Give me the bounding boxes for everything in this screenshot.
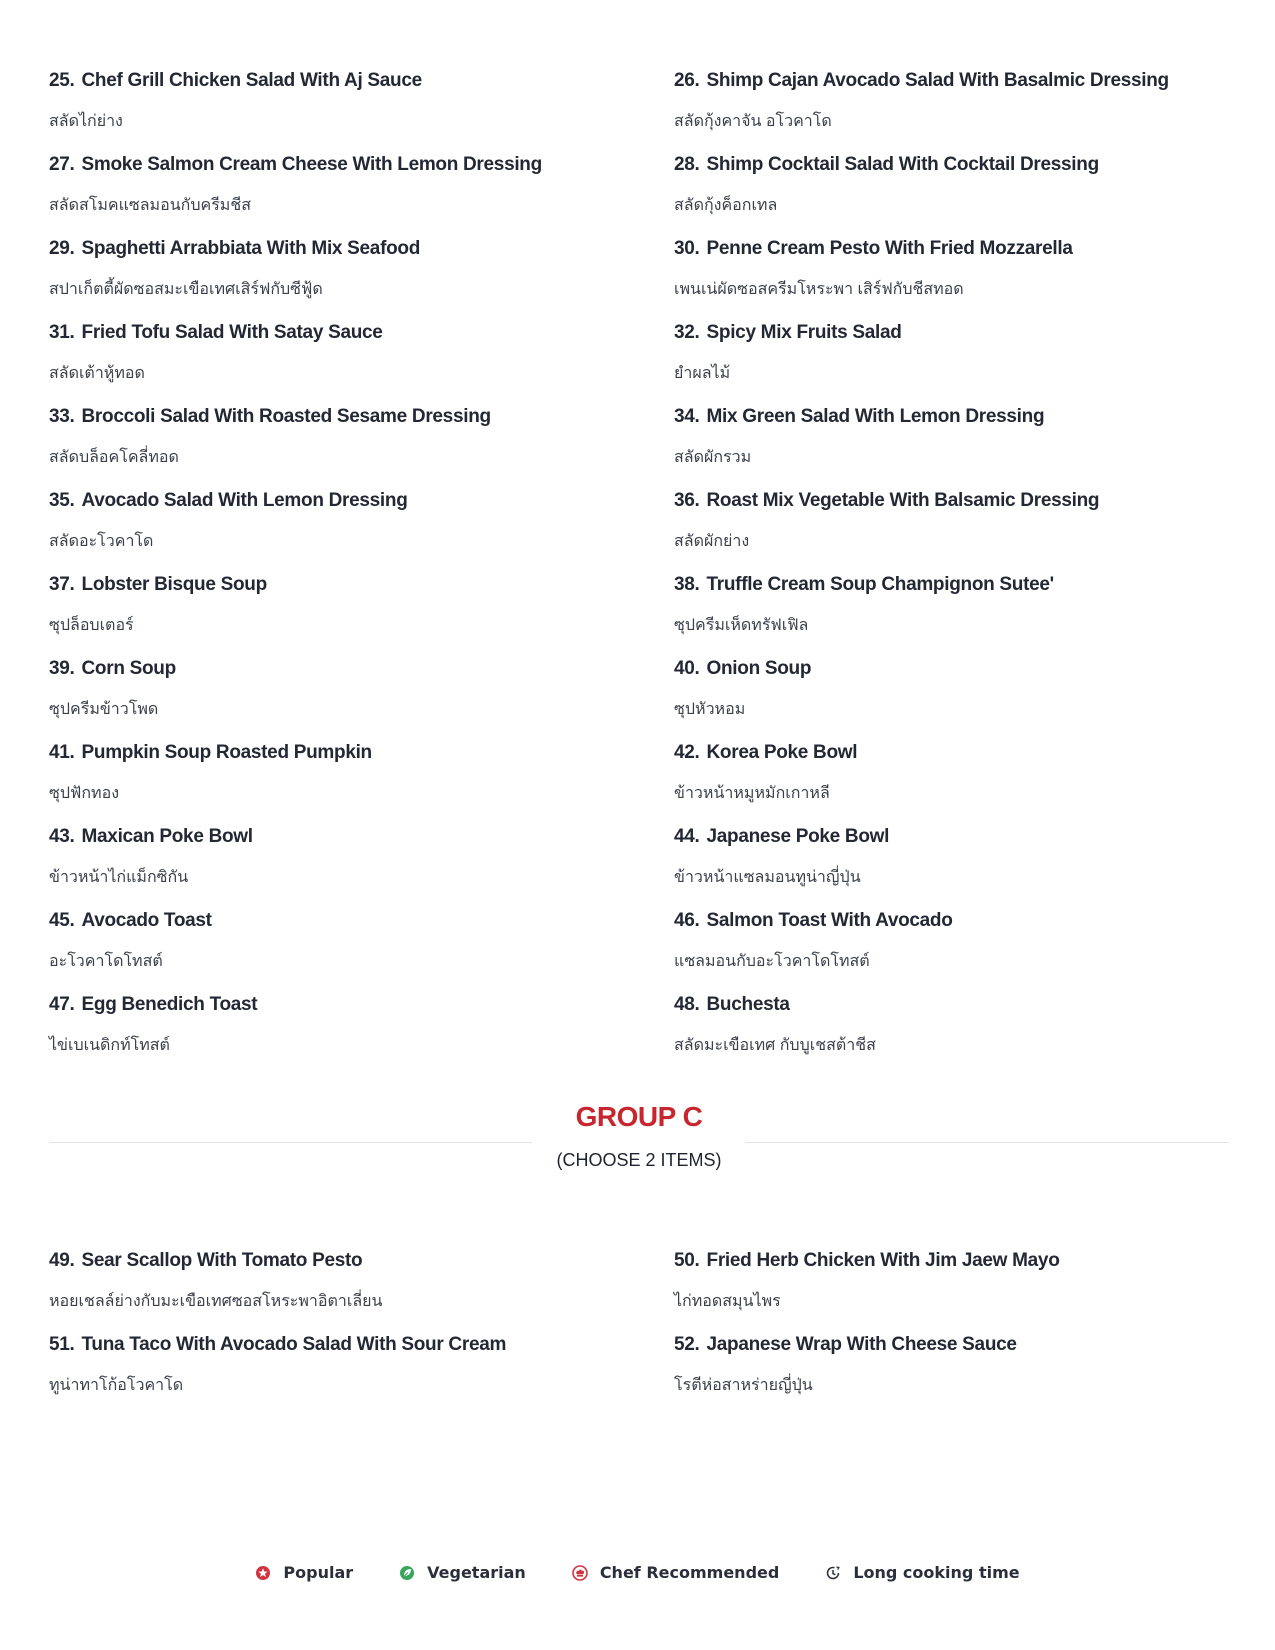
menu-item-name: Shimp Cajan Avocado Salad With Basalmic Dressing: [706, 70, 1169, 91]
menu-item-number: 29.: [49, 238, 75, 259]
menu-item-title: [49, 733, 674, 764]
menu-item-number: 32.: [674, 322, 700, 343]
menu-item-number: 28.: [674, 154, 700, 175]
menu-item-name: Chef Grill Chicken Salad With Aj Sauce: [81, 70, 422, 91]
menu-item-number: 43.: [49, 826, 75, 847]
menu-item-title: [49, 313, 674, 344]
menu-item-thai-name: ยำผลไม้: [674, 365, 731, 382]
menu-item-thai-name: สลัดสโมคแซลมอนกับครีมชีส: [49, 197, 251, 214]
menu-item-name: Fried Tofu Salad With Satay Sauce: [81, 322, 383, 343]
menu-item-name: Lobster Bisque Soup: [81, 574, 267, 595]
menu-item: [674, 229, 1229, 313]
menu-item: [49, 61, 674, 145]
menu-item: [674, 817, 1229, 901]
menu-item-title: [49, 1241, 674, 1272]
menu-item-number: 38.: [674, 574, 700, 595]
menu-item-thai-name: ซุปครีมเห็ดทรัฟเฟิล: [674, 617, 809, 634]
menu-item-name: Truffle Cream Soup Champignon Sutee': [706, 574, 1054, 595]
menu-item-title: [674, 649, 1229, 680]
menu-item-name: Corn Soup: [81, 658, 176, 679]
menu-item-title: [674, 397, 1229, 428]
menu-item-number: 51.: [49, 1334, 75, 1355]
legend-label: Long cooking time: [853, 1563, 1020, 1582]
menu-item: [674, 1241, 1229, 1325]
menu-item-name: Japanese Poke Bowl: [706, 826, 890, 847]
menu-item-thai-name: โรตีห่อสาหร่ายญี่ปุ่น: [674, 1377, 813, 1394]
menu-item-number: 27.: [49, 154, 75, 175]
menu-item-title: [674, 1241, 1229, 1272]
menu-item-thai-name: ซุปครีมข้าวโพด: [49, 701, 159, 718]
menu-item: [674, 649, 1229, 733]
menu-item-name: Broccoli Salad With Roasted Sesame Dressing: [81, 406, 491, 427]
popular-icon: [255, 1565, 271, 1581]
divider-right: [745, 1142, 1229, 1143]
menu-item-title: [674, 481, 1229, 512]
menu-item-name: Spicy Mix Fruits Salad: [706, 322, 902, 343]
menu-item-thai-name: สลัดผักย่าง: [674, 533, 750, 550]
menu-item-number: 45.: [49, 910, 75, 931]
menu-item-title: [49, 901, 674, 932]
menu-item-name: Penne Cream Pesto With Fried Mozzarella: [706, 238, 1073, 259]
menu-item-title: [49, 61, 674, 92]
menu-item-name: Maxican Poke Bowl: [81, 826, 253, 847]
menu-item-number: 52.: [674, 1334, 700, 1355]
menu-item-title: [49, 481, 674, 512]
menu-item-thai-name: ข้าวหน้าไก่แม็กซิกัน: [49, 869, 189, 886]
menu-item-title: [49, 397, 674, 428]
group-c-menu-list: [49, 1241, 1229, 1409]
menu-item-thai-name: ซุปหัวหอม: [674, 701, 746, 718]
menu-item: [674, 145, 1229, 229]
group-b-menu-list: [49, 61, 1229, 1069]
menu-item: [49, 145, 674, 229]
menu-item-title: [49, 985, 674, 1016]
menu-item-title: [674, 733, 1229, 764]
menu-item: [674, 397, 1229, 481]
menu-item-thai-name: สลัดกุ้งค็อกเทล: [674, 197, 778, 214]
menu-item-title: [674, 229, 1229, 260]
menu-item: [674, 61, 1229, 145]
menu-item-name: Smoke Salmon Cream Cheese With Lemon Dressing: [81, 154, 542, 175]
menu-item-name: Japanese Wrap With Cheese Sauce: [706, 1334, 1017, 1355]
menu-item-title: [674, 145, 1229, 176]
menu-item-thai-name: สปาเก็ตตี้ผัดซอสมะเขือเทศเสิร์ฟกับซีฟู้ด: [49, 281, 323, 298]
menu-item-title: [49, 817, 674, 848]
menu-item-number: 50.: [674, 1250, 700, 1271]
menu-item-title: [674, 61, 1229, 92]
menu-item-title: [674, 817, 1229, 848]
chef-recommended-icon: [572, 1565, 588, 1581]
menu-item-name: Fried Herb Chicken With Jim Jaew Mayo: [706, 1250, 1060, 1271]
menu-item: [49, 733, 674, 817]
menu-item-thai-name: อะโวคาโดโทสต์: [49, 953, 163, 970]
menu-item-name: Avocado Toast: [81, 910, 212, 931]
menu-item-thai-name: ไข่เบเนดิกท์โทสต์: [49, 1037, 170, 1054]
menu-item-name: Shimp Cocktail Salad With Cocktail Dressing: [706, 154, 1099, 175]
menu-item-number: 25.: [49, 70, 75, 91]
menu-item-title: [674, 565, 1229, 596]
legend-item-long-cooking-time: [825, 1563, 1019, 1582]
menu-item: [674, 901, 1229, 985]
menu-item-number: 40.: [674, 658, 700, 679]
menu-item-name: Egg Benedich Toast: [81, 994, 258, 1015]
menu-item-number: 39.: [49, 658, 75, 679]
group-title: GROUP C: [575, 1101, 703, 1132]
menu-item-thai-name: สลัดไก่ย่าง: [49, 113, 123, 130]
menu-item-number: 47.: [49, 994, 75, 1015]
menu-item-thai-name: สลัดผักรวม: [674, 449, 752, 466]
menu-item: [49, 1325, 674, 1409]
menu-item-thai-name: สลัดกุ้งคาจัน อโวคาโด: [674, 113, 832, 130]
menu-item: [674, 733, 1229, 817]
menu-item-number: 42.: [674, 742, 700, 763]
menu-item-thai-name: เพนเน่ผัดซอสครีมโหระพา เสิร์ฟกับชีสทอด: [674, 281, 964, 298]
vegetarian-icon: [399, 1565, 415, 1581]
menu-item-name: Mix Green Salad With Lemon Dressing: [706, 406, 1045, 427]
menu-item: [674, 1325, 1229, 1409]
legend-label: Chef Recommended: [599, 1563, 780, 1582]
divider-left: [49, 1142, 532, 1143]
menu-item-title: [49, 229, 674, 260]
menu-item: [49, 1241, 674, 1325]
menu-item-number: 46.: [674, 910, 700, 931]
menu-item-number: 33.: [49, 406, 75, 427]
legend-label: Popular: [283, 1563, 354, 1582]
menu-item: [49, 901, 674, 985]
menu-item: [674, 481, 1229, 565]
menu-item-name: Tuna Taco With Avocado Salad With Sour Cream: [81, 1334, 507, 1355]
menu-item-thai-name: แซลมอนกับอะโวคาโดโทสต์: [674, 953, 870, 970]
legend-label: Vegetarian: [427, 1563, 526, 1582]
menu-item: [674, 313, 1229, 397]
menu-item-thai-name: สลัดอะโวคาโด: [49, 533, 154, 550]
menu-item-thai-name: สลัดบล็อคโคลี่ทอด: [49, 449, 179, 466]
menu-item-thai-name: ซุปล็อบเตอร์: [49, 617, 134, 634]
legend-item-popular: [255, 1563, 353, 1582]
group-c-header: [49, 1100, 1229, 1180]
menu-item-title: [49, 565, 674, 596]
menu-item-title: [49, 649, 674, 680]
menu-item: [674, 985, 1229, 1069]
menu-item-thai-name: สลัดมะเขือเทศ กับบูเชสต้าชีส: [674, 1037, 876, 1054]
legend: [0, 1563, 1275, 1582]
menu-item: [49, 817, 674, 901]
clock-icon: [825, 1565, 841, 1581]
menu-item-thai-name: ไก่ทอดสมุนไพร: [674, 1293, 781, 1310]
menu-item: [49, 313, 674, 397]
menu-item: [49, 481, 674, 565]
group-subtitle: (CHOOSE 2 ITEMS): [556, 1150, 722, 1170]
menu-item-number: 36.: [674, 490, 700, 511]
menu-item-number: 41.: [49, 742, 75, 763]
menu-item-name: Spaghetti Arrabbiata With Mix Seafood: [81, 238, 421, 259]
menu-item-name: Salmon Toast With Avocado: [706, 910, 953, 931]
legend-item-vegetarian: [399, 1563, 526, 1582]
menu-item-title: [674, 985, 1229, 1016]
menu-item-name: Avocado Salad With Lemon Dressing: [81, 490, 408, 511]
menu-item-number: 48.: [674, 994, 700, 1015]
menu-item-name: Onion Soup: [706, 658, 812, 679]
menu-item-name: Roast Mix Vegetable With Balsamic Dressing: [706, 490, 1100, 511]
menu-item-name: Pumpkin Soup Roasted Pumpkin: [81, 742, 372, 763]
menu-item-name: Sear Scallop With Tomato Pesto: [81, 1250, 363, 1271]
menu-item-name: Korea Poke Bowl: [706, 742, 858, 763]
menu-item-title: [674, 1325, 1229, 1356]
menu-item-thai-name: ซุปฟักทอง: [49, 785, 119, 802]
menu-item: [49, 229, 674, 313]
menu-item-title: [674, 313, 1229, 344]
menu-item-thai-name: สลัดเต้าหู้ทอด: [49, 365, 145, 382]
legend-item-chef-recommended: [572, 1563, 780, 1582]
menu-item-thai-name: ทูน่าทาโก้อโวคาโด: [49, 1377, 184, 1394]
menu-item-number: 31.: [49, 322, 75, 343]
menu-item: [49, 649, 674, 733]
menu-item-number: 49.: [49, 1250, 75, 1271]
menu-item-number: 26.: [674, 70, 700, 91]
menu-item-title: [674, 901, 1229, 932]
menu-item: [674, 565, 1229, 649]
menu-item-title: [49, 1325, 674, 1356]
menu-item: [49, 397, 674, 481]
menu-item-number: 30.: [674, 238, 700, 259]
menu-item-number: 35.: [49, 490, 75, 511]
menu-item-number: 34.: [674, 406, 700, 427]
menu-item-thai-name: ข้าวหน้าแซลมอนทูน่าญี่ปุ่น: [674, 869, 861, 886]
menu-item-title: [49, 145, 674, 176]
menu-item-thai-name: หอยเชลล์ย่างกับมะเขือเทศซอสโหระพาอิตาเลี่ยน: [49, 1293, 383, 1310]
menu-item-thai-name: ข้าวหน้าหมูหมักเกาหลี: [674, 785, 830, 802]
menu-item-name: Buchesta: [706, 994, 790, 1015]
menu-item-number: 37.: [49, 574, 75, 595]
menu-item: [49, 565, 674, 649]
menu-item: [49, 985, 674, 1069]
menu-item-number: 44.: [674, 826, 700, 847]
